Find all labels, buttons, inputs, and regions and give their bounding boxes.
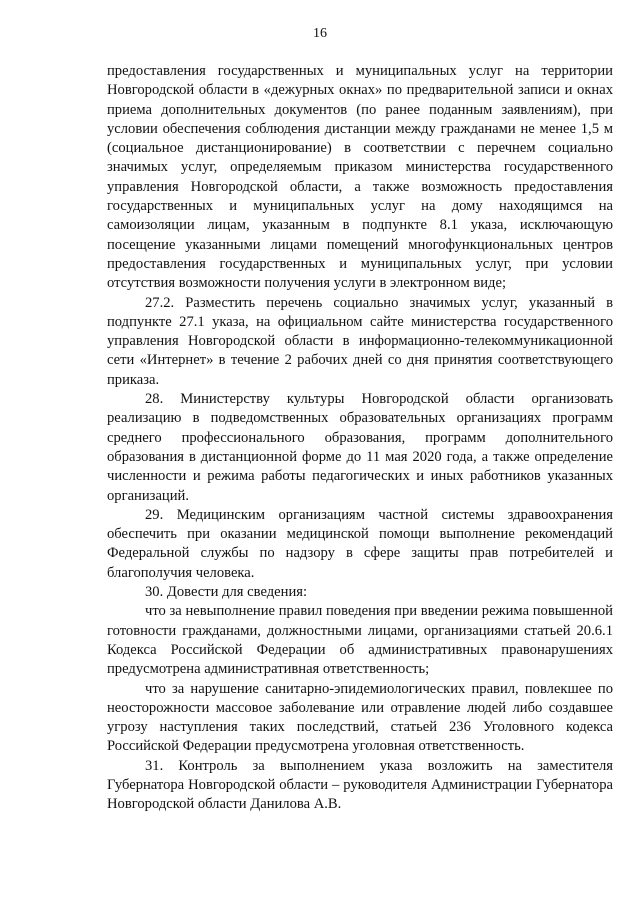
paragraph-continuation: предоставления государственных и муниципальных услуг на территории Новгородской области в «дежурных окнах» по предварительной записи и окнах приема дополнительных документов (по ранее поданным заявлениям), при условии обеспечения соблюдения дистанции между гражданами не менее 1,5 м (социальное дистанционирование) в соответствии с перечнем социально значимых услуг, определяемым приказом министерства государственного управления Новгородской области, а также возможность предоставления государственных и муниципальных услуг на дому находящимся на самоизоляции лицам, указанным в подпункте 8.1 указа, исключающую посещение указанными лицами помещений многофункциональных центров предоставления государственных и муниципальных услуг, при условии отсутствия возможности получения услуги в электронном виде;	[107, 63, 613, 292]
paragraph-30-item-administrative: что за невыполнение правил поведения при введении режима повышенной готовности гражданами, должностными лицами, организациями статьей 20.6.1 Кодекса Российской Федерации об административных правонарушениях предусмотрена административная ответственность;	[107, 603, 613, 678]
paragraph-30-item-criminal: что за нарушение санитарно-эпидемиологических правил, повлекшее по неосторожности массовое заболевание или отравление людей либо создавшее угрозу наступления таких последствий, статьей 236 Уголовного кодекса Российской Федерации предусмотрена уголовная ответственность.	[107, 680, 613, 755]
page-number: 16	[313, 26, 327, 41]
paragraph-28: 28. Министерству культуры Новгородской области организовать реализацию в подведомственных образовательных организациях программ среднего профессионального образования, программ дополнительного образования в дистанционной форме до 11 мая 2020 года, а также определение численности и режима работы педагогических и иных работников указанных организаций.	[107, 391, 613, 504]
paragraph-29: 29. Медицинским организациям частной системы здравоохранения обеспечить при оказании медицинской помощи выполнение рекомендаций Федеральной службы по надзору в сфере защиты прав потребителей и благополучия человека.	[107, 506, 613, 581]
document-body	[107, 62, 613, 815]
paragraph-30: 30. Довести для сведения:	[145, 584, 308, 601]
paragraph-31: 31. Контроль за выполнением указа возложить на заместителя Губернатора Новгородской области – руководителя Администрации Губернатора Новгородской области Данилова А.В.	[107, 757, 613, 813]
paragraph-27-2: 27.2. Разместить перечень социально значимых услуг, указанный в подпункте 27.1 указа, на официальном сайте министерства государственного управления Новгородской области в информационно-телекоммуникационной сети «Интернет» в течение 2 рабочих дней со дня принятия соответствующего приказа.	[107, 294, 613, 388]
